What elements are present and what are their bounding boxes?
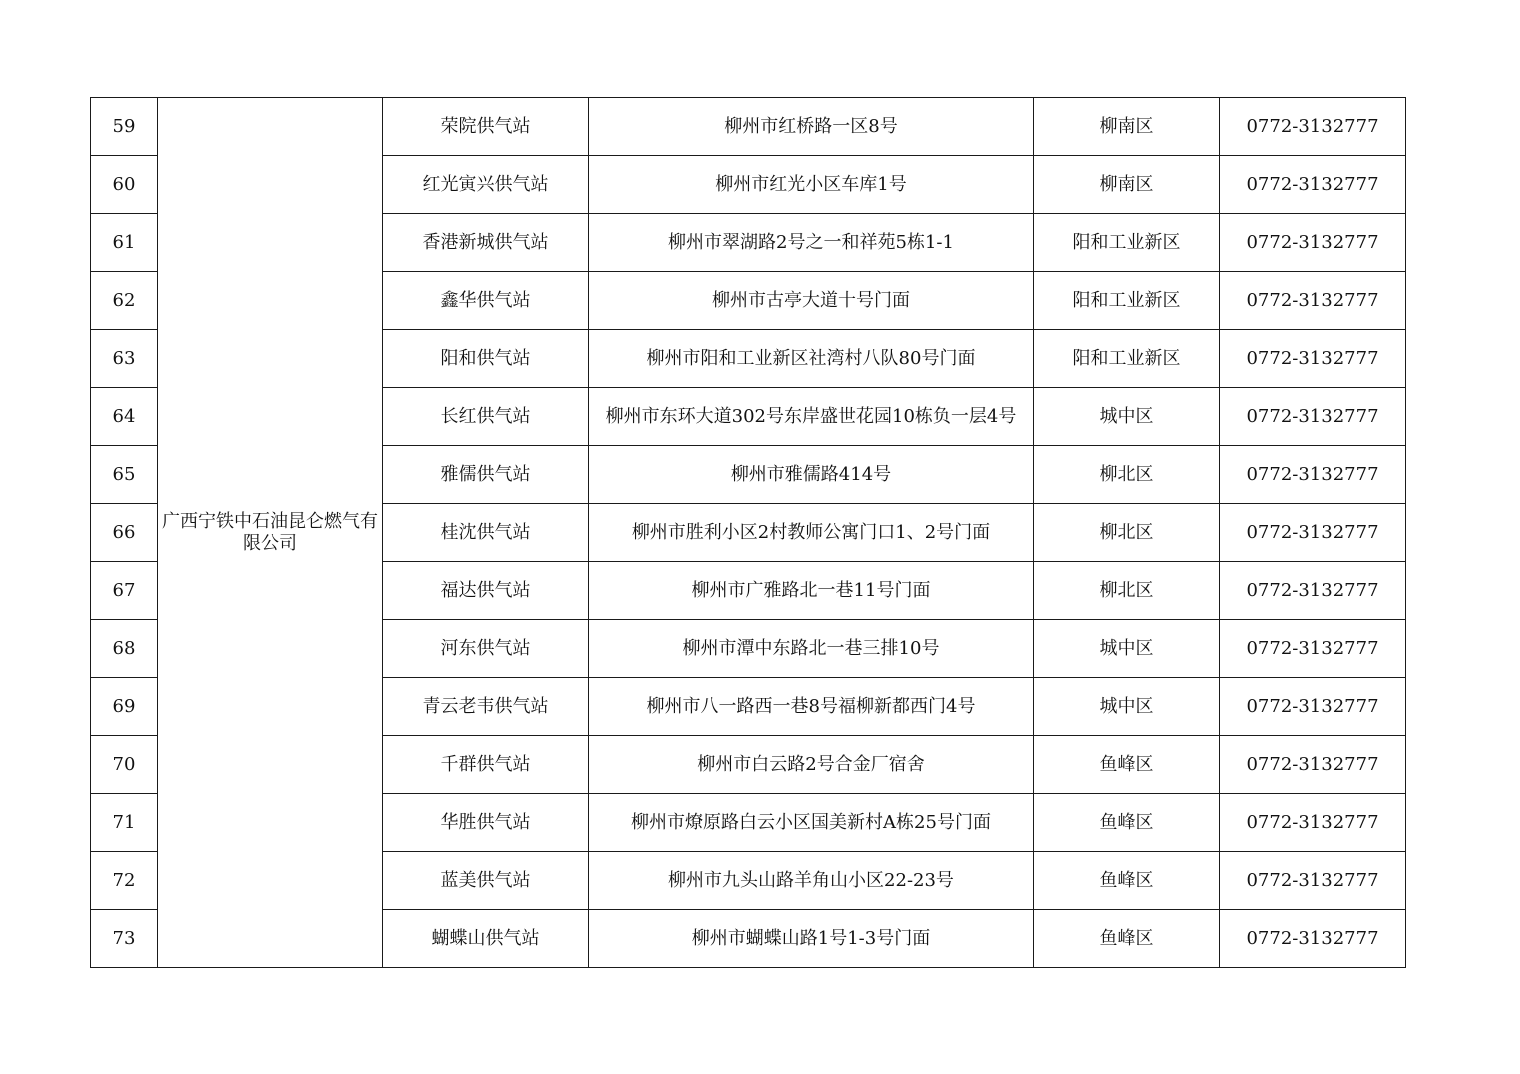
row-number-cell: 63 [91,330,158,388]
address-cell: 柳州市雅儒路414号 [589,446,1034,504]
district-cell: 鱼峰区 [1034,794,1220,852]
station-name-cell: 青云老韦供气站 [383,678,589,736]
company-cell: 广西宁铁中石油昆仑燃气有限公司 [158,98,383,968]
district-cell: 阳和工业新区 [1034,272,1220,330]
row-number-cell: 59 [91,98,158,156]
address-cell: 柳州市阳和工业新区社湾村八队80号门面 [589,330,1034,388]
district-cell: 城中区 [1034,620,1220,678]
address-cell: 柳州市白云路2号合金厂宿舍 [589,736,1034,794]
row-number-cell: 61 [91,214,158,272]
phone-cell: 0772-3132777 [1220,562,1406,620]
station-name-cell: 长红供气站 [383,388,589,446]
station-name-cell: 福达供气站 [383,562,589,620]
row-number-cell: 64 [91,388,158,446]
district-cell: 城中区 [1034,678,1220,736]
station-name-cell: 河东供气站 [383,620,589,678]
address-cell: 柳州市广雅路北一巷11号门面 [589,562,1034,620]
district-cell: 柳北区 [1034,562,1220,620]
district-cell: 柳南区 [1034,156,1220,214]
district-cell: 鱼峰区 [1034,910,1220,968]
row-number-cell: 65 [91,446,158,504]
table-body [91,98,1406,968]
row-number-cell: 70 [91,736,158,794]
address-cell: 柳州市潭中东路北一巷三排10号 [589,620,1034,678]
station-name-cell: 荣院供气站 [383,98,589,156]
station-name-cell: 蓝美供气站 [383,852,589,910]
row-number-cell: 72 [91,852,158,910]
address-cell: 柳州市红光小区车库1号 [589,156,1034,214]
station-name-cell: 千群供气站 [383,736,589,794]
district-cell: 阳和工业新区 [1034,214,1220,272]
row-number-cell: 69 [91,678,158,736]
address-cell: 柳州市古亭大道十号门面 [589,272,1034,330]
phone-cell: 0772-3132777 [1220,852,1406,910]
station-name-cell: 红光寅兴供气站 [383,156,589,214]
address-cell: 柳州市红桥路一区8号 [589,98,1034,156]
row-number-cell: 60 [91,156,158,214]
phone-cell: 0772-3132777 [1220,330,1406,388]
phone-cell: 0772-3132777 [1220,678,1406,736]
phone-cell: 0772-3132777 [1220,794,1406,852]
district-cell: 鱼峰区 [1034,852,1220,910]
phone-cell: 0772-3132777 [1220,98,1406,156]
station-name-cell: 香港新城供气站 [383,214,589,272]
phone-cell: 0772-3132777 [1220,736,1406,794]
table-row [91,98,1406,156]
row-number-cell: 73 [91,910,158,968]
row-number-cell: 67 [91,562,158,620]
address-cell: 柳州市东环大道302号东岸盛世花园10栋负一层4号 [589,388,1034,446]
station-name-cell: 鑫华供气站 [383,272,589,330]
row-number-cell: 62 [91,272,158,330]
station-name-cell: 桂沈供气站 [383,504,589,562]
district-cell: 柳北区 [1034,446,1220,504]
row-number-cell: 66 [91,504,158,562]
station-name-cell: 蝴蝶山供气站 [383,910,589,968]
phone-cell: 0772-3132777 [1220,504,1406,562]
district-cell: 鱼峰区 [1034,736,1220,794]
phone-cell: 0772-3132777 [1220,388,1406,446]
address-cell: 柳州市胜利小区2村教师公寓门口1、2号门面 [589,504,1034,562]
district-cell: 柳北区 [1034,504,1220,562]
district-cell: 阳和工业新区 [1034,330,1220,388]
phone-cell: 0772-3132777 [1220,620,1406,678]
address-cell: 柳州市翠湖路2号之一和祥苑5栋1-1 [589,214,1034,272]
address-cell: 柳州市蝴蝶山路1号1-3号门面 [589,910,1034,968]
station-name-cell: 华胜供气站 [383,794,589,852]
phone-cell: 0772-3132777 [1220,156,1406,214]
phone-cell: 0772-3132777 [1220,214,1406,272]
address-cell: 柳州市燎原路白云小区国美新村A栋25号门面 [589,794,1034,852]
phone-cell: 0772-3132777 [1220,446,1406,504]
address-cell: 柳州市八一路西一巷8号福柳新都西门4号 [589,678,1034,736]
district-cell: 城中区 [1034,388,1220,446]
phone-cell: 0772-3132777 [1220,910,1406,968]
district-cell: 柳南区 [1034,98,1220,156]
station-name-cell: 雅儒供气站 [383,446,589,504]
row-number-cell: 68 [91,620,158,678]
station-name-cell: 阳和供气站 [383,330,589,388]
phone-cell: 0772-3132777 [1220,272,1406,330]
address-cell: 柳州市九头山路羊角山小区22-23号 [589,852,1034,910]
gas-station-table [90,97,1406,968]
row-number-cell: 71 [91,794,158,852]
